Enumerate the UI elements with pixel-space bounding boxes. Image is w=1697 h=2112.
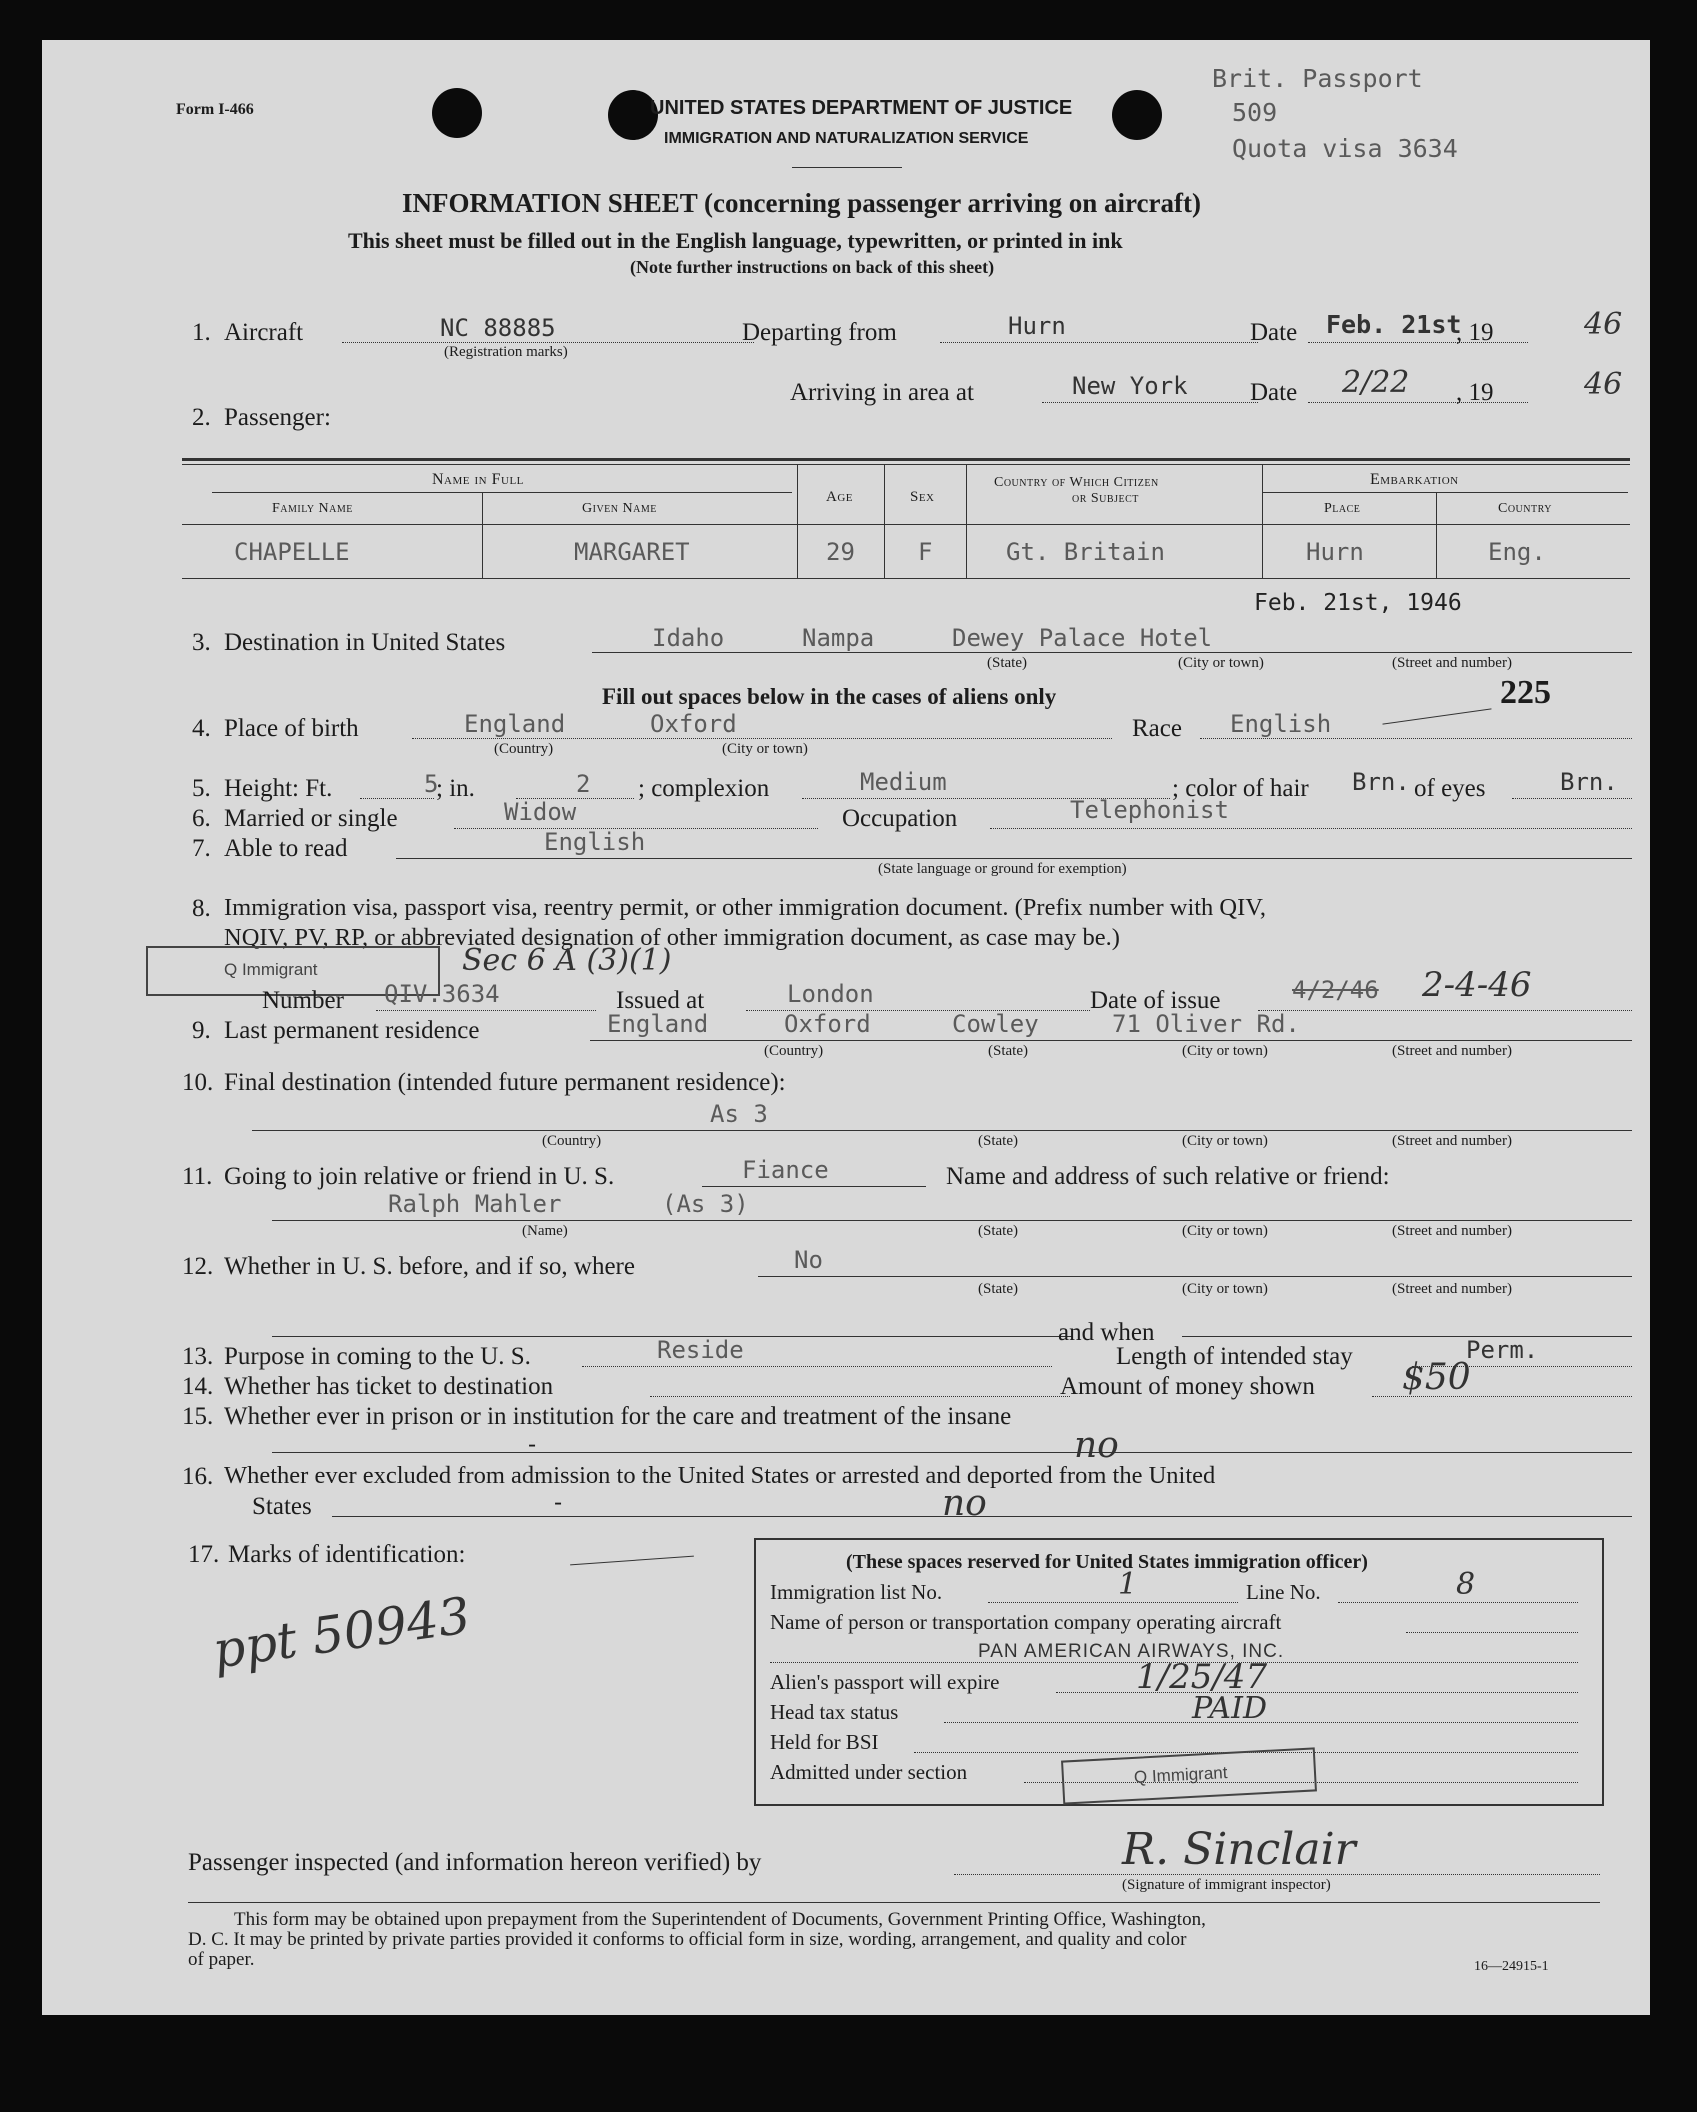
before-sub-state: (State) [978,1281,1018,1297]
q8-line1: Immigration visa, passport visa, reentry permit, or other immigration document. (Prefix number with QIV, [224,894,1266,921]
residence-country: England [607,1010,709,1038]
code-225-stroke [1382,708,1491,724]
q5-number: 5. [192,775,211,802]
read-value: English [544,828,646,856]
visa-stamp-text: Q Immigrant [224,960,318,979]
page-title: INFORMATION SHEET (concerning passenger arriving on aircraft) [402,188,1201,218]
q17-number: 17. [188,1541,220,1568]
doi-typed: 4/2/46 [1292,976,1379,1004]
when-line-right [1182,1336,1632,1337]
signature-sub: (Signature of immigrant inspector) [1122,1877,1331,1893]
join-label: Going to join relative or friend in U. S. [224,1163,615,1190]
section-handwritten: Sec 6 A (3)(1) [462,943,672,978]
date2-line [1308,402,1528,403]
age-header: Age [826,489,853,505]
arriving-value: New York [1072,372,1188,400]
date-label: Date [1250,319,1298,346]
family-name-header: Family Name [272,501,353,516]
final-dest-line [252,1130,1632,1131]
emb-country-value: Eng. [1488,538,1546,566]
hair-value: Brn. [1352,768,1410,796]
join-address: (As 3) [662,1190,749,1218]
section-stamp-text: Q Immigrant [1133,1762,1228,1787]
sex-header: Sex [910,489,935,505]
footer-line1: This form may be obtained upon prepayment from the Superintendent of Documents, Government Printing Office, Washington, [234,1909,1206,1930]
residence-line [590,1040,1632,1041]
q3-number: 3. [192,629,211,656]
number-line [376,1010,596,1011]
doi-line [1258,1010,1632,1011]
q2-number: 2. [192,404,211,431]
year-prefix: , 19 [1456,319,1494,346]
date2-value: 2/22 [1342,365,1410,400]
section-label: Admitted under section [770,1760,968,1784]
line-value: 8 [1456,1567,1476,1602]
ticket-line [650,1396,1070,1397]
residence-sub-country: (Country) [764,1043,824,1059]
q4-number: 4. [192,715,211,742]
join-name: Ralph Mahler [388,1190,562,1218]
birth-line [412,738,1112,739]
sex-value: F [918,538,933,566]
inspector-signature: R. Sinclair [1122,1824,1356,1875]
purpose-value: Reside [657,1336,744,1364]
join-sub-name: (Name) [522,1223,568,1239]
birth-city: Oxford [650,710,737,738]
q8-line2: NQIV, PV, RP, or abbreviated designation of other immigration document, as case may be.) [224,924,1120,951]
footer-rule [188,1902,1600,1903]
issued-label: Issued at [616,987,705,1014]
arriving-label: Arriving in area at [790,379,974,406]
footer-line2: D. C. It may be printed by private parties provided it conforms to official form in size, wording, arrangement, and quality and color [188,1929,1187,1950]
destination-state: Idaho [652,624,725,652]
before-label: Whether in U. S. before, and if so, where [224,1253,635,1280]
married-value: Widow [504,798,577,826]
before-sub-city: (City or town) [1182,1281,1268,1297]
note-quota: Quota visa 3634 [1232,134,1458,163]
number-value: QIV.3634 [384,980,500,1008]
emb-place-value: Hurn [1306,538,1364,566]
q9-number: 9. [192,1017,211,1044]
footer-line3: of paper. [188,1949,255,1970]
q11-number: 11. [182,1163,213,1190]
service-title: IMMIGRATION AND NATURALIZATION SERVICE [664,130,1029,147]
final-sub-state: (State) [978,1133,1018,1149]
occupation-label: Occupation [842,805,958,832]
tax-label: Head tax status [770,1700,899,1724]
punch-hole [432,88,482,138]
list-value: 1 [1118,1567,1138,1602]
stay-value: Perm. [1466,1336,1539,1364]
birth-label: Place of birth [224,715,359,742]
join-sub-street: (Street and number) [1392,1223,1512,1239]
company-line [1406,1632,1578,1633]
line-no-line [1338,1602,1578,1603]
marks-label: Marks of identification: [228,1541,466,1568]
before-line [758,1276,1632,1277]
prison-answer: no [1074,1425,1119,1466]
read-sub: (State language or ground for exemption) [878,861,1127,877]
departing-label: Departing from [742,319,897,346]
final-sub-country: (Country) [542,1133,602,1149]
doi-label: Date of issue [1090,987,1221,1014]
company-label: Name of person or transportation company operating aircraft [770,1610,1282,1634]
prison-label: Whether ever in prison or in institution for the care and treatment of the insane [224,1403,1012,1430]
family-name-value: CHAPELLE [234,538,350,566]
residence-sub-state: (State) [988,1043,1028,1059]
eyes-value: Brn. [1560,768,1618,796]
money-label: Amount of money shown [1060,1373,1315,1400]
sub-city: (City or town) [1178,655,1264,671]
race-line [1200,738,1632,739]
residence-state: Oxford [784,1010,871,1038]
expire-line [1056,1692,1578,1693]
officer-box [754,1538,1604,1806]
birth-sub-country: (Country) [494,741,554,757]
officer-title: (These spaces reserved for United States immigration officer) [846,1551,1368,1573]
ft-line [360,798,434,799]
stay-label: Length of intended stay [1116,1343,1353,1370]
section-stamp [1061,1747,1317,1804]
destination-city: Nampa [802,624,875,652]
form-sheet [42,40,1650,2015]
date2-label: Date [1250,379,1298,406]
final-dest-label: Final destination (intended future permanent residence): [224,1069,786,1096]
excluded-answer: no [942,1483,987,1524]
list-label: Immigration list No. [770,1580,943,1604]
q10-number: 10. [182,1069,214,1096]
final-sub-street: (Street and number) [1392,1133,1512,1149]
sub-street: (Street and number) [1392,655,1512,671]
q13-number: 13. [182,1343,214,1370]
departing-line [940,342,1258,343]
residence-city: Cowley [952,1010,1039,1038]
marks-handwritten: ppt 50943 [209,1586,474,1680]
q12-number: 12. [182,1253,214,1280]
year2-value: 46 [1584,367,1623,402]
registration-sub: (Registration marks) [444,344,568,360]
residence-street: 71 Oliver Rd. [1112,1010,1300,1038]
height-ft: 5 [424,770,439,798]
q16-number: 16. [182,1463,214,1490]
ticket-label: Whether has ticket to destination [224,1373,554,1400]
punch-hole [1112,90,1162,140]
q1-number: 1. [192,319,211,346]
join-relation: Fiance [742,1156,829,1184]
join-name-line [272,1220,1632,1221]
destination-street: Dewey Palace Hotel [952,624,1213,652]
read-label: Able to read [224,835,348,862]
eyes-label: of eyes [1414,775,1486,802]
aircraft-value: NC 88885 [440,314,556,342]
age-value: 29 [826,538,855,566]
aircraft-label: Aircraft [224,319,304,346]
place-header: Place [1324,501,1361,516]
bsi-label: Held for BSI [770,1730,879,1754]
inspected-label: Passenger inspected (and information hereon verified) by [188,1849,762,1876]
married-label: Married or single [224,805,398,832]
prison-line [272,1452,1632,1453]
q6-number: 6. [192,805,211,832]
purpose-line [582,1366,1052,1367]
race-label: Race [1132,715,1182,742]
race-value: English [1230,710,1332,738]
join-line [702,1186,926,1187]
birth-country: England [464,710,566,738]
eyes-line [1512,798,1632,799]
date-line [1308,342,1528,343]
country-header-1: Country of Which Citizen [994,475,1159,490]
excluded-label: Whether ever excluded from admission to the United States or arrested and deported from the United [224,1462,1216,1489]
money-value: $50 [1402,1357,1471,1398]
q7-number: 7. [192,835,211,862]
code-225: 225 [1500,674,1551,711]
before-value: No [794,1246,823,1274]
date-value: Feb. 21st [1326,310,1462,339]
excluded-dash: - [554,1488,563,1516]
residence-sub-city: (City or town) [1182,1043,1268,1059]
tax-value: PAID [1192,1691,1267,1726]
passenger-label: Passenger: [224,404,331,431]
form-number: Form I-466 [176,101,254,118]
final-dest-value: As 3 [710,1100,768,1128]
destination-line [592,652,1632,653]
residence-sub-street: (Street and number) [1392,1043,1512,1059]
page-note: (Note further instructions on back of this sheet) [630,257,995,277]
q15-number: 15. [182,1403,214,1430]
footer-code: 16—24915-1 [1474,1959,1549,1974]
country-header-2: or Subject [1072,491,1139,506]
company-value: PAN AMERICAN AIRWAYS, INC. [978,1641,1285,1662]
citizen-value: Gt. Britain [1006,538,1165,566]
department-title: UNITED STATES DEPARTMENT OF JUSTICE [650,97,1073,119]
destination-label: Destination in United States [224,629,506,656]
given-name-header: Given Name [582,501,657,516]
note-passport-number: 509 [1232,98,1278,127]
name-in-full-header: Name in Full [432,471,524,488]
emb-country-header: Country [1498,501,1552,516]
height-in: 2 [576,770,591,798]
excluded-label-2: States [252,1493,312,1520]
hair-label: ; color of hair [1172,775,1309,802]
issued-value: London [787,980,874,1008]
sub-state: (State) [987,655,1027,671]
year-value: 46 [1584,307,1623,342]
join-name-label: Name and address of such relative or friend: [946,1163,1390,1190]
note-passport: Brit. Passport [1212,64,1423,93]
join-sub-city: (City or town) [1182,1223,1268,1239]
residence-label: Last permanent residence [224,1017,480,1044]
final-sub-city: (City or town) [1182,1133,1268,1149]
page-subtitle: This sheet must be filled out in the English language, typewritten, or printed in ink [348,228,1123,253]
line-label: Line No. [1246,1580,1321,1604]
complexion-label: ; complexion [638,775,770,802]
height-in-label: ; in. [436,775,475,802]
join-sub-state: (State) [978,1223,1018,1239]
purpose-label: Purpose in coming to the U. S. [224,1343,531,1370]
given-name-value: MARGARET [574,538,690,566]
prison-dash: - [528,1430,537,1458]
q8-number: 8. [192,895,211,922]
when-label: and when [1058,1319,1155,1346]
departing-value: Hurn [1008,312,1066,340]
birth-sub-city: (City or town) [722,741,808,757]
stamp-date: Feb. 21st, 1946 [1254,590,1462,616]
expire-value: 1/25/47 [1136,1657,1268,1697]
q14-number: 14. [182,1373,214,1400]
number-label: Number [262,987,344,1014]
complexion-value: Medium [860,768,947,796]
marks-stroke [570,1556,694,1566]
height-ft-label: Height: Ft. [224,775,333,802]
occupation-line [990,828,1632,829]
year2-prefix: , 19 [1456,379,1494,406]
aircraft-line [342,342,754,343]
expire-label: Alien's passport will expire [770,1670,1000,1694]
arriving-line [1042,402,1258,403]
before-sub-street: (Street and number) [1392,1281,1512,1297]
header-rule [792,167,902,168]
occupation-value: Telephonist [1070,796,1229,824]
aliens-note: Fill out spaces below in the cases of aliens only [602,684,1057,709]
read-line [396,858,1632,859]
doi-handwritten: 2-4-46 [1422,965,1532,1005]
embarkation-header: Embarkation [1370,471,1459,488]
list-line [988,1602,1238,1603]
